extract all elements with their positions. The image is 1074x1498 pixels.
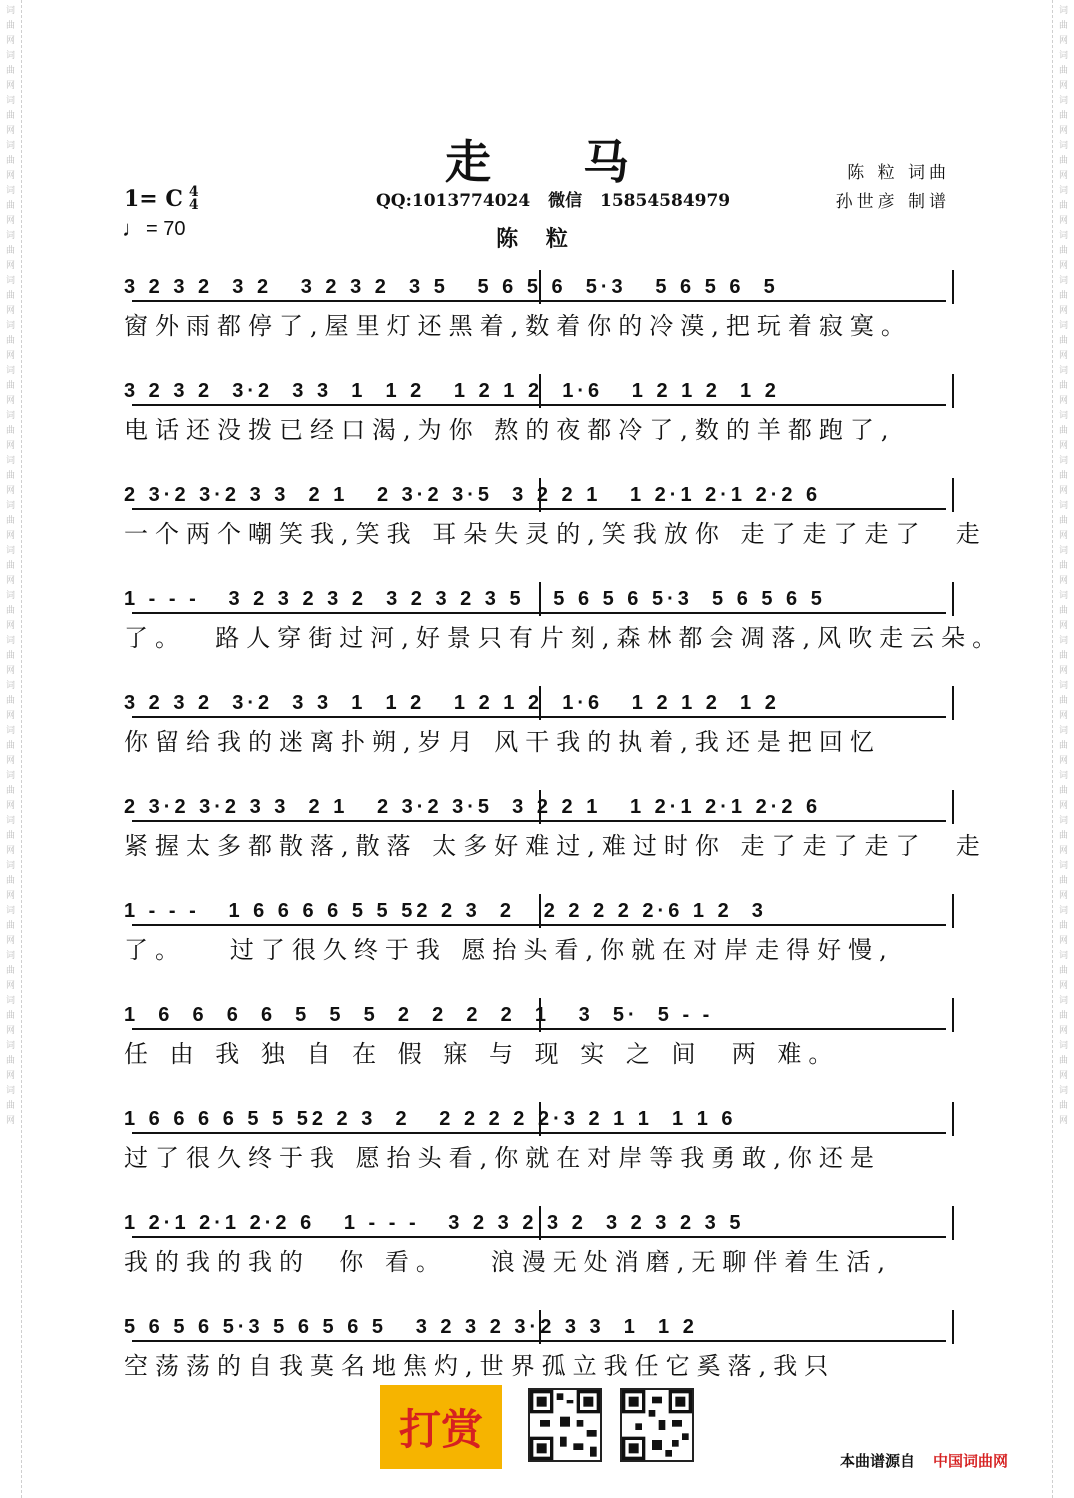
watermark-char: 词 [5,906,15,916]
watermark-char: 词 [1058,816,1068,826]
watermark-char: 网 [1058,396,1068,406]
watermark-char: 词 [5,1041,15,1051]
watermark-char: 词 [1058,591,1068,601]
bar-line [952,270,954,304]
watermark-char: 曲 [1058,561,1068,571]
watermark-char: 网 [1058,846,1068,856]
watermark-char: 词 [1058,6,1068,16]
source-label: 本曲谱源自 [840,1452,916,1470]
watermark-char: 曲 [5,561,15,571]
watermark-char: 曲 [5,426,15,436]
watermark-char: 网 [1058,621,1068,631]
lyrics-line: 了。 路人穿街过河,好景只有片刻,森林都会凋落,风吹走云朵。 [124,624,1004,652]
watermark-char: 曲 [5,336,15,346]
lyrics-line: 任 由 我 独 自 在 假 寐 与 现 实 之 间 两 难。 [124,1040,840,1068]
watermark-char: 曲 [1058,471,1068,481]
watermark-char: 网 [1058,171,1068,181]
watermark-char: 曲 [5,831,15,841]
watermark-char: 曲 [1058,786,1068,796]
watermark-char: 网 [5,846,15,856]
watermark-char: 网 [5,891,15,901]
alipay-qr-code [620,1388,694,1462]
watermark-char: 曲 [1058,156,1068,166]
watermark-char: 词 [5,681,15,691]
watermark-char: 词 [5,411,15,421]
watermark-char: 词 [1058,501,1068,511]
bar-line [952,790,954,824]
watermark-char: 词 [1058,546,1068,556]
numbered-notation-line: 1 6 6 6 6 5 5 5 2 2 2 2 1 3 5· 5 - - [124,998,954,1032]
watermark-char: 词 [5,6,15,16]
watermark-char: 网 [5,396,15,406]
numbered-notation-line: 3 2 3 2 3·2 3 3 1 1 2 1 2 1 2 1·6 1 2 1 2 1 2 [124,686,954,720]
watermark-char: 曲 [5,966,15,976]
watermark-char: 曲 [5,201,15,211]
watermark-char: 曲 [5,156,15,166]
watermark-char: 词 [1058,411,1068,421]
bar-line [952,894,954,928]
watermark-char: 词 [5,501,15,511]
lyrics-line: 你留给我的迷离扑朔,岁月 风干我的执着,我还是把回忆 [124,728,881,756]
watermark-char: 网 [5,711,15,721]
contact-info: QQ:1013774024 微信 15854584979 [376,191,731,211]
score-system [124,1102,954,1176]
watermark-char: 曲 [1058,651,1068,661]
watermark-char: 网 [1058,711,1068,721]
watermark-char: 词 [5,456,15,466]
numbered-notation-line: 1 - - - 3 2 3 2 3 2 3 2 3 2 3 5 5 6 5 6 5·3 5 6 5 6 5 [124,582,954,616]
watermark-char: 曲 [1058,696,1068,706]
watermark-char: 词 [1058,1086,1068,1096]
watermark-char: 词 [1058,681,1068,691]
bar-line [539,270,541,304]
watermark-char: 词 [5,861,15,871]
watermark-char: 词 [5,726,15,736]
bar-line [539,374,541,408]
watermark-char: 曲 [1058,336,1068,346]
watermark-char: 曲 [1058,966,1068,976]
watermark-char: 网 [5,576,15,586]
watermark-char: 曲 [5,1011,15,1021]
bar-line [952,686,954,720]
watermark-char: 网 [5,621,15,631]
watermark-char: 词 [5,1086,15,1096]
bar-line [952,1310,954,1344]
bar-line [539,1310,541,1344]
watermark-char: 曲 [5,66,15,76]
watermark-char: 曲 [1058,291,1068,301]
watermark-char: 网 [5,936,15,946]
watermark-char: 网 [1058,306,1068,316]
meter-bottom: 4 [188,197,199,213]
watermark-char: 曲 [5,21,15,31]
watermark-char: 网 [5,1026,15,1036]
watermark-char: 网 [1058,351,1068,361]
watermark-char: 网 [1058,1071,1068,1081]
lyrics-line: 电话还没拨已经口渴,为你 熬的夜都冷了,数的羊都跑了, [124,416,896,444]
watermark-char: 词 [5,591,15,601]
watermark-char: 曲 [5,786,15,796]
bar-line [952,582,954,616]
key-label: 1= C [124,186,183,212]
watermark-char: 网 [1058,216,1068,226]
watermark-char: 网 [5,441,15,451]
watermark-char: 曲 [5,651,15,661]
score-system [124,478,987,552]
watermark-char: 曲 [1058,831,1068,841]
watermark-char: 曲 [5,1101,15,1111]
score-system [124,582,1004,656]
watermark-char: 词 [1058,951,1068,961]
bar-line [952,1206,954,1240]
qr-code-icon [530,1390,600,1460]
numbered-notation-line: 2 3·2 3·2 3 3 2 1 2 3·2 3·5 3 2 2 1 1 2·1 2·1 2·2 6 [124,790,954,824]
bar-line [539,790,541,824]
lyricist-composer-credit: 陈 粒 词曲 [847,163,950,183]
numbered-notation-line: 1 6 6 6 6 5 5 52 2 3 2 2 2 2 2 2·3 2 1 1 1 1 6 [124,1102,954,1136]
watermark-char: 词 [1058,366,1068,376]
meter-top: 4 [188,184,199,200]
watermark-char: 词 [5,141,15,151]
reward-button[interactable]: 打赏 [380,1385,502,1469]
watermark-char: 网 [5,981,15,991]
watermark-char: 曲 [1058,921,1068,931]
watermark-char: 词 [5,951,15,961]
watermark-char: 网 [1058,891,1068,901]
watermark-char: 曲 [1058,876,1068,886]
lyrics-line: 了。 过了很久终于我 愿抬头看,你就在对岸走得好慢, [124,936,894,964]
watermark-char: 网 [5,531,15,541]
watermark-char: 网 [1058,441,1068,451]
bar-line [539,1102,541,1136]
watermark-char: 曲 [5,876,15,886]
numbered-notation-line: 3 2 3 2 3·2 3 3 1 1 2 1 2 1 2 1·6 1 2 1 2 1 2 [124,374,954,408]
watermark-char: 网 [5,216,15,226]
bar-line [539,582,541,616]
bar-line [952,998,954,1032]
tempo-value: = 70 [146,217,186,240]
watermark-char: 曲 [5,246,15,256]
time-signature [189,186,199,212]
transcriber-credit: 孙世彦 制谱 [835,192,950,212]
watermark-char: 曲 [1058,66,1068,76]
watermark-char: 网 [1058,576,1068,586]
watermark-char: 词 [1058,771,1068,781]
watermark-char: 网 [1058,486,1068,496]
bar-line [539,478,541,512]
watermark-char: 网 [5,81,15,91]
watermark-char: 曲 [1058,1056,1068,1066]
watermark-char: 词 [1058,996,1068,1006]
source-attribution [840,1450,1008,1471]
watermark-char: 网 [1058,936,1068,946]
bar-line [539,998,541,1032]
watermark-char: 曲 [5,381,15,391]
watermark-char: 曲 [5,516,15,526]
watermark-char: 网 [1058,981,1068,991]
watermark-char: 曲 [1058,606,1068,616]
lyrics-line: 过了很久终于我 愿抬头看,你就在对岸等我勇敢,你还是 [124,1144,881,1172]
watermark-char: 网 [5,126,15,136]
score-system [124,686,954,760]
numbered-notation-line: 3 2 3 2 3 2 3 2 3 2 3 5 5 6 5 6 5·3 5 6 5 6 5 [124,270,954,304]
qr-code-icon [622,1390,692,1460]
score-system [124,998,954,1072]
watermark-char: 网 [1058,801,1068,811]
watermark-char: 网 [1058,1026,1068,1036]
watermark-char: 词 [5,231,15,241]
watermark-char: 网 [5,756,15,766]
watermark-char: 词 [1058,51,1068,61]
watermark-char: 词 [1058,231,1068,241]
watermark-char: 曲 [5,111,15,121]
watermark-char: 词 [5,321,15,331]
bar-line [539,894,541,928]
watermark-char: 词 [1058,321,1068,331]
watermark-char: 网 [1058,666,1068,676]
watermark-char: 曲 [1058,381,1068,391]
watermark-char: 网 [1058,81,1068,91]
watermark-char: 曲 [1058,111,1068,121]
watermark-char: 网 [5,486,15,496]
watermark-char: 网 [1058,261,1068,271]
watermark-char: 词 [1058,906,1068,916]
watermark-char: 词 [1058,276,1068,286]
watermark-char: 曲 [5,471,15,481]
watermark-char: 曲 [5,696,15,706]
watermark-char: 网 [1058,126,1068,136]
quarter-note-icon: ♩ [122,216,144,241]
watermark-char: 网 [1058,756,1068,766]
lyrics-line: 我的我的我的 你 看。 浪漫无处消磨,无聊伴着生活, [124,1248,893,1276]
watermark-char: 网 [1058,36,1068,46]
bar-line [952,1102,954,1136]
bar-line [952,478,954,512]
lyrics-line: 空荡荡的自我莫名地焦灼,世界孤立我任它奚落,我只 [124,1352,836,1380]
wechat-qr-code [528,1388,602,1462]
watermark-char: 网 [5,306,15,316]
watermark-char: 曲 [1058,426,1068,436]
watermark-char: 网 [5,171,15,181]
watermark-char: 词 [5,51,15,61]
watermark-char: 词 [5,771,15,781]
watermark-char: 曲 [1058,1101,1068,1111]
watermark-char: 词 [1058,96,1068,106]
bar-line [539,1206,541,1240]
watermark-char: 网 [5,1116,15,1126]
watermark-char: 曲 [1058,516,1068,526]
lyrics-line: 一个两个嘲笑我,笑我 耳朵失灵的,笑我放你 走了走了走了 走 [124,520,987,548]
watermark-char: 曲 [5,741,15,751]
watermark-char: 词 [1058,456,1068,466]
watermark-char: 网 [1058,531,1068,541]
watermark-char: 曲 [1058,246,1068,256]
watermark-char: 曲 [5,606,15,616]
watermark-char: 网 [5,1071,15,1081]
numbered-notation-line: 1 2·1 2·1 2·2 6 1 - - - 3 2 3 2 3 2 3 2 3 2 3 5 [124,1206,954,1240]
watermark-char: 词 [5,816,15,826]
singer-name: 陈 粒 [496,227,578,252]
score-system [124,790,987,864]
watermark-char: 曲 [5,1056,15,1066]
lyrics-line: 窗外雨都停了,屋里灯还黑着,数着你的冷漠,把玩着寂寞。 [124,312,912,340]
watermark-char: 网 [5,666,15,676]
key-signature [124,186,199,212]
numbered-notation-line: 5 6 5 6 5·3 5 6 5 6 5 3 2 3 2 3·2 3 3 1 1 2 [124,1310,954,1344]
watermark-char: 词 [5,276,15,286]
watermark-char: 词 [1058,636,1068,646]
score-system [124,374,954,448]
score-system [124,1310,954,1384]
score-system [124,894,954,968]
watermark-char: 网 [5,36,15,46]
score-system [124,270,954,344]
bar-line [952,374,954,408]
watermark-char: 曲 [1058,741,1068,751]
watermark-char: 网 [1058,1116,1068,1126]
numbered-notation-line: 1 - - - 1 6 6 6 6 5 5 52 2 3 2 2 2 2 2 2·6 1 2 3 [124,894,954,928]
watermark-char: 网 [5,351,15,361]
watermark-char: 词 [5,366,15,376]
watermark-char: 词 [1058,861,1068,871]
bar-line [539,686,541,720]
numbered-notation-line: 2 3·2 3·2 3 3 2 1 2 3·2 3·5 3 2 2 1 1 2·1 2·1 2·2 6 [124,478,954,512]
watermark-char: 曲 [5,291,15,301]
watermark-char: 词 [5,186,15,196]
watermark-char: 网 [5,801,15,811]
watermark-char: 曲 [1058,1011,1068,1021]
watermark-char: 词 [5,636,15,646]
score-system [124,1206,954,1280]
watermark-char: 词 [1058,726,1068,736]
watermark-char: 词 [5,996,15,1006]
lyrics-line: 紧握太多都散落,散落 太多好难过,难过时你 走了走了走了 走 [124,832,987,860]
watermark-char: 词 [5,96,15,106]
watermark-char: 词 [1058,141,1068,151]
watermark-char: 曲 [5,921,15,931]
watermark-char: 词 [1058,1041,1068,1051]
watermark-char: 网 [5,261,15,271]
site-link[interactable]: 中国词曲网 [933,1452,1009,1470]
watermark-char: 词 [1058,186,1068,196]
watermark-char: 曲 [1058,21,1068,31]
song-title: 走 马 [444,135,667,189]
watermark-char: 曲 [1058,201,1068,211]
watermark-char: 词 [5,546,15,556]
